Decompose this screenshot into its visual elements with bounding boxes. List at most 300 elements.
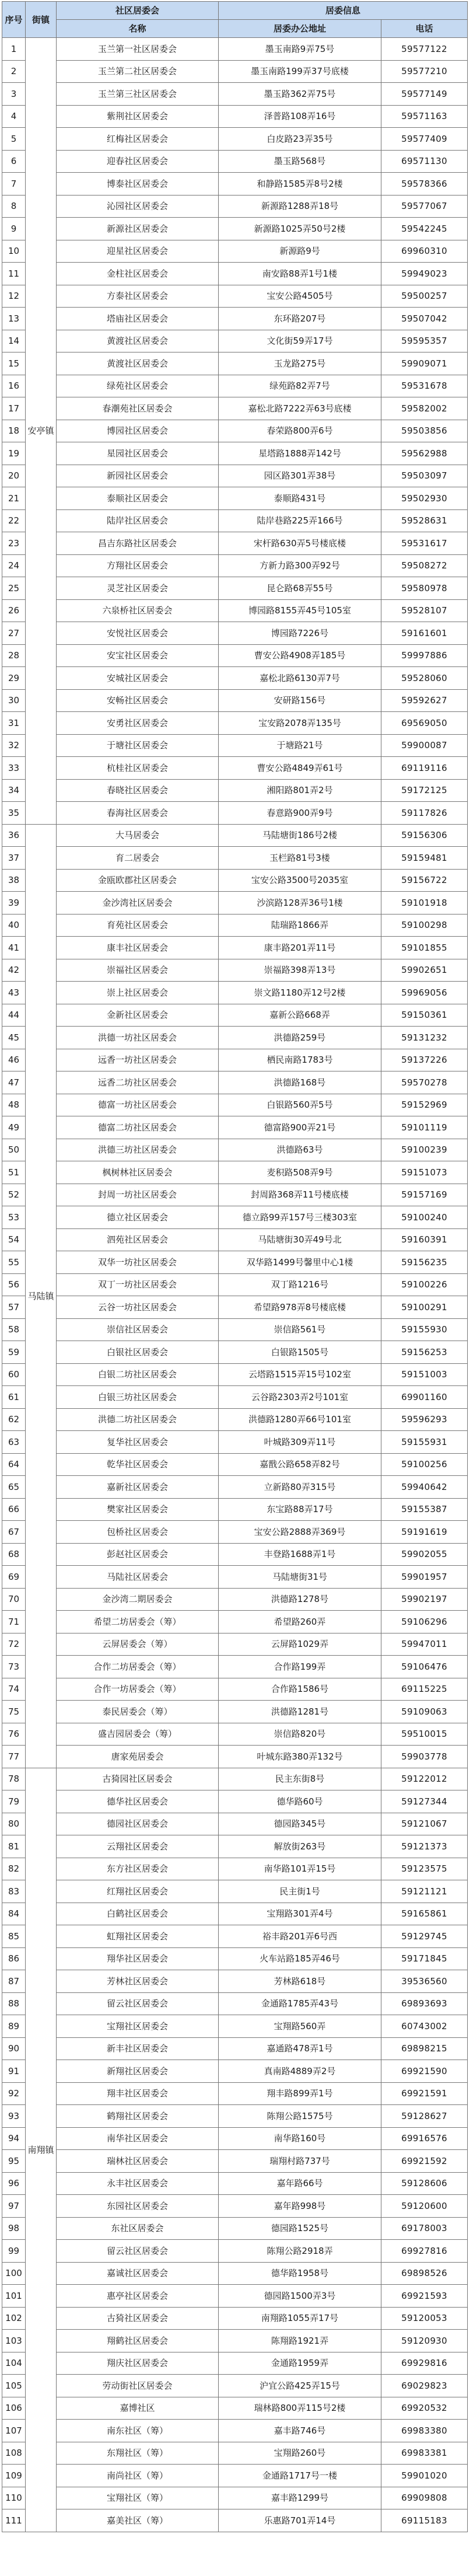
phone-number: 59120930 xyxy=(381,2330,468,2352)
row-index: 16 xyxy=(2,375,26,397)
committee-name: 迎星社区居委会 xyxy=(57,240,219,263)
committee-name: 永丰社区居委会 xyxy=(57,2172,219,2195)
office-address: 云屏路1029弄 xyxy=(219,1633,381,1656)
committee-name: 封周一坊社区居委会 xyxy=(57,1184,219,1206)
committee-name: 博园社区居委会 xyxy=(57,420,219,442)
row-index: 62 xyxy=(2,1408,26,1431)
table-row xyxy=(2,869,468,892)
committee-name: 唐家苑居委会 xyxy=(57,1746,219,1768)
phone-number: 59562988 xyxy=(381,442,468,465)
phone-number: 69920532 xyxy=(381,2397,468,2420)
table-row xyxy=(2,1656,468,1678)
table-row xyxy=(2,420,468,442)
committee-name: 安畅社区居委会 xyxy=(57,689,219,712)
committee-name: 白银二坊社区居委会 xyxy=(57,1363,219,1386)
committee-name: 红梅社区居委会 xyxy=(57,128,219,151)
table-row xyxy=(2,2037,468,2060)
row-index: 74 xyxy=(2,1678,26,1701)
row-index: 10 xyxy=(2,240,26,263)
committee-name: 杭桂社区居委会 xyxy=(57,757,219,780)
table-row xyxy=(2,2172,468,2195)
phone-number: 59582002 xyxy=(381,397,468,420)
office-address: 陈翔公路2918弄 xyxy=(219,2240,381,2263)
office-address: 芳林路618号 xyxy=(219,1970,381,1993)
phone-number: 59156722 xyxy=(381,869,468,892)
row-index: 1 xyxy=(2,38,26,61)
office-address: 洪德路63号 xyxy=(219,1139,381,1161)
office-address: 崇文路1180弄12号2楼 xyxy=(219,982,381,1004)
phone-number: 59909071 xyxy=(381,352,468,375)
table-row xyxy=(2,1790,468,1813)
phone-number: 59100298 xyxy=(381,914,468,937)
table-row xyxy=(2,105,468,128)
committee-name: 迎春社区居委会 xyxy=(57,150,219,173)
table-row xyxy=(2,734,468,757)
committee-name: 翔庆社区居委会 xyxy=(57,2352,219,2375)
office-address: 乐惠路701弄14号 xyxy=(219,2509,381,2532)
committee-name: 春海社区居委会 xyxy=(57,802,219,825)
table-row xyxy=(2,1049,468,1071)
row-index: 40 xyxy=(2,914,26,937)
office-address: 园区路301弄38号 xyxy=(219,465,381,487)
committee-name: 塔庙社区居委会 xyxy=(57,308,219,330)
phone-number: 59900087 xyxy=(381,734,468,757)
row-index: 103 xyxy=(2,2330,26,2352)
phone-number: 59947011 xyxy=(381,1633,468,1656)
committee-name: 玉兰第二社区居委会 xyxy=(57,60,219,83)
row-index: 38 xyxy=(2,869,26,892)
table-row xyxy=(2,1296,468,1319)
phone-number: 59528060 xyxy=(381,667,468,690)
office-address: 崇福路398弄13号 xyxy=(219,959,381,982)
office-address: 曹安公路4849弄61号 xyxy=(219,757,381,780)
committee-name: 德华社区居委会 xyxy=(57,1790,219,1813)
row-index: 63 xyxy=(2,1431,26,1454)
phone-number: 59577210 xyxy=(381,60,468,83)
office-address: 裕丰路201弄6号西 xyxy=(219,1925,381,1948)
phone-number: 59503856 xyxy=(381,420,468,442)
table-row xyxy=(2,802,468,825)
row-index: 41 xyxy=(2,937,26,959)
row-index: 7 xyxy=(2,173,26,196)
table-row xyxy=(2,2105,468,2128)
table-row xyxy=(2,397,468,420)
phone-number: 59121373 xyxy=(381,1835,468,1858)
office-address: 洪德路168号 xyxy=(219,1071,381,1094)
office-address: 洪德路1278号 xyxy=(219,1588,381,1611)
committee-name: 沁园社区居委会 xyxy=(57,195,219,218)
office-address: 崇信路820号 xyxy=(219,1723,381,1746)
table-row xyxy=(2,959,468,982)
office-address: 洪德路1281号 xyxy=(219,1701,381,1723)
table-row xyxy=(2,1408,468,1431)
table-row xyxy=(2,644,468,667)
phone-number: 59171845 xyxy=(381,1947,468,1970)
committee-name: 双丁一坊社区居委会 xyxy=(57,1273,219,1296)
table-row xyxy=(2,285,468,308)
committee-name: 泗苑社区居委会 xyxy=(57,1228,219,1251)
office-address: 曹安公路4908弄185号 xyxy=(219,644,381,667)
row-index: 43 xyxy=(2,982,26,1004)
office-address: 解放街263号 xyxy=(219,1835,381,1858)
header-index: 序号 xyxy=(2,2,26,38)
office-address: 文化街59弄17号 xyxy=(219,330,381,352)
phone-number: 69921591 xyxy=(381,2082,468,2105)
phone-number: 39536560 xyxy=(381,1970,468,1993)
office-address: 泰顺路431号 xyxy=(219,487,381,510)
row-index: 25 xyxy=(2,577,26,600)
row-index: 104 xyxy=(2,2352,26,2375)
office-address: 嘉松北路6130弄7号 xyxy=(219,667,381,690)
row-index: 78 xyxy=(2,1768,26,1790)
table-row xyxy=(2,330,468,352)
phone-number: 59969056 xyxy=(381,982,468,1004)
phone-number: 59571163 xyxy=(381,105,468,128)
row-index: 90 xyxy=(2,2037,26,2060)
table-row xyxy=(2,2442,468,2465)
row-index: 46 xyxy=(2,1049,26,1071)
row-index: 82 xyxy=(2,1858,26,1880)
committee-name: 云谷一坊社区居委会 xyxy=(57,1296,219,1319)
office-address: 双华路1499号馨里中心1楼 xyxy=(219,1251,381,1274)
phone-number: 59155930 xyxy=(381,1318,468,1341)
phone-number: 59106476 xyxy=(381,1656,468,1678)
committee-name: 方泰社区居委会 xyxy=(57,285,219,308)
phone-number: 59100239 xyxy=(381,1139,468,1161)
phone-number: 59109063 xyxy=(381,1701,468,1723)
committee-name: 洪德三坊社区居委会 xyxy=(57,1139,219,1161)
committee-name: 瑞林社区居委会 xyxy=(57,2150,219,2173)
street-name: 马陆镇 xyxy=(26,824,57,1768)
phone-number: 69929816 xyxy=(381,2352,468,2375)
office-address: 瑞林路800弄115号2楼 xyxy=(219,2397,381,2420)
table-row xyxy=(2,2127,468,2150)
office-address: 云塔路1515弄15号102室 xyxy=(219,1363,381,1386)
office-address: 栖民南路1783号 xyxy=(219,1049,381,1071)
committee-name: 于塘社区居委会 xyxy=(57,734,219,757)
committee-name: 安悦社区居委会 xyxy=(57,622,219,645)
table-row xyxy=(2,532,468,555)
office-address: 新源路1288弄18号 xyxy=(219,195,381,218)
row-index: 55 xyxy=(2,1251,26,1274)
table-row xyxy=(2,263,468,285)
table-row xyxy=(2,1746,468,1768)
table-row xyxy=(2,1723,468,1746)
table-row xyxy=(2,554,468,577)
phone-number: 69178003 xyxy=(381,2217,468,2240)
committee-name: 翔华社区居委会 xyxy=(57,1947,219,1970)
table-row xyxy=(2,1970,468,1993)
office-address: 云谷路2303弄2号101室 xyxy=(219,1386,381,1409)
committee-name: 翔鹤社区居委会 xyxy=(57,2330,219,2352)
row-index: 89 xyxy=(2,2015,26,2038)
phone-number: 59507042 xyxy=(381,308,468,330)
phone-number: 59122012 xyxy=(381,1768,468,1790)
office-address: 白银路560弄5号 xyxy=(219,1094,381,1116)
committee-name: 东园社区居委会 xyxy=(57,2195,219,2218)
table-row xyxy=(2,218,468,240)
table-row xyxy=(2,487,468,510)
phone-number: 59901957 xyxy=(381,1566,468,1589)
committee-name: 崇信社区居委会 xyxy=(57,1318,219,1341)
table-row xyxy=(2,1521,468,1544)
office-address: 洪德路259号 xyxy=(219,1027,381,1049)
row-index: 42 xyxy=(2,959,26,982)
row-index: 111 xyxy=(2,2509,26,2532)
phone-number: 59100226 xyxy=(381,1273,468,1296)
committee-name: 包桥社区居委会 xyxy=(57,1521,219,1544)
office-address: 陈翔公路1575号 xyxy=(219,2105,381,2128)
committee-name: 德立社区居委会 xyxy=(57,1206,219,1229)
office-address: 墨玉路568号 xyxy=(219,150,381,173)
phone-number: 59531678 xyxy=(381,375,468,397)
row-index: 69 xyxy=(2,1566,26,1589)
office-address: 马陆塘街30弄49号北 xyxy=(219,1228,381,1251)
office-address: 白皮路23弄35号 xyxy=(219,128,381,151)
phone-number: 59580978 xyxy=(381,577,468,600)
table-row xyxy=(2,2509,468,2532)
row-index: 59 xyxy=(2,1341,26,1364)
committee-name: 黄渡社区居委会 xyxy=(57,330,219,352)
table-row xyxy=(2,195,468,218)
phone-number: 59157169 xyxy=(381,1184,468,1206)
committee-name: 南东社区（筹） xyxy=(57,2420,219,2442)
committee-name: 翔丰社区居委会 xyxy=(57,2082,219,2105)
phone-number: 69927816 xyxy=(381,2240,468,2263)
row-index: 96 xyxy=(2,2172,26,2195)
committee-name: 金沙湾二期居委会 xyxy=(57,1588,219,1611)
office-address: 宝安公路2888弄369号 xyxy=(219,1521,381,1544)
committee-name: 金新社区居委会 xyxy=(57,1004,219,1027)
table-row xyxy=(2,824,468,847)
table-row xyxy=(2,2397,468,2420)
table-row xyxy=(2,2217,468,2240)
phone-number: 59101119 xyxy=(381,1116,468,1139)
phone-number: 59155931 xyxy=(381,1431,468,1454)
committee-name: 金柱社区居委会 xyxy=(57,263,219,285)
committee-name: 复华社区居委会 xyxy=(57,1431,219,1454)
header-address: 居委办公地址 xyxy=(219,20,381,38)
table-row xyxy=(2,1341,468,1364)
committee-name: 东翔社区（筹） xyxy=(57,2442,219,2465)
row-index: 35 xyxy=(2,802,26,825)
row-index: 95 xyxy=(2,2150,26,2173)
committee-name: 芳林社区居委会 xyxy=(57,1970,219,1993)
office-address: 真南路4889弄2号 xyxy=(219,2060,381,2083)
committee-name: 白银三坊社区居委会 xyxy=(57,1386,219,1409)
row-index: 57 xyxy=(2,1296,26,1319)
table-row xyxy=(2,1701,468,1723)
table-row xyxy=(2,1903,468,1925)
row-index: 26 xyxy=(2,599,26,622)
phone-number: 59159481 xyxy=(381,847,468,870)
phone-number: 69916576 xyxy=(381,2127,468,2150)
row-index: 23 xyxy=(2,532,26,555)
committee-name: 紫荆社区居委会 xyxy=(57,105,219,128)
office-address: 南安路88弄1号1楼 xyxy=(219,263,381,285)
row-index: 102 xyxy=(2,2307,26,2330)
office-address: 合作路199弄 xyxy=(219,1656,381,1678)
row-index: 44 xyxy=(2,1004,26,1027)
office-address: 火车站路185弄46号 xyxy=(219,1947,381,1970)
committee-name: 惠亭社区居委会 xyxy=(57,2285,219,2308)
row-index: 65 xyxy=(2,1476,26,1499)
street-name: 南翔镇 xyxy=(26,1768,57,2532)
table-row xyxy=(2,2060,468,2083)
phone-number: 59902055 xyxy=(381,1543,468,1566)
committee-name: 灵芝社区居委会 xyxy=(57,577,219,600)
office-address: 嘉戬公路658弄82号 xyxy=(219,1453,381,1476)
table-row xyxy=(2,1588,468,1611)
committee-name: 嘉博社区 xyxy=(57,2397,219,2420)
row-index: 19 xyxy=(2,442,26,465)
table-row xyxy=(2,599,468,622)
row-index: 21 xyxy=(2,487,26,510)
phone-number: 59128606 xyxy=(381,2172,468,2195)
office-address: 宝安公路4505号 xyxy=(219,285,381,308)
table-row xyxy=(2,622,468,645)
row-index: 93 xyxy=(2,2105,26,2128)
office-address: 宝翔路301弄4号 xyxy=(219,1903,381,1925)
office-address: 于塘路21号 xyxy=(219,734,381,757)
committee-name: 新丰社区居委会 xyxy=(57,2037,219,2060)
table-row xyxy=(2,509,468,532)
phone-number: 59100256 xyxy=(381,1453,468,1476)
office-address: 星塔路1888弄142号 xyxy=(219,442,381,465)
office-address: 墨玉路362弄75号 xyxy=(219,83,381,106)
table-row xyxy=(2,1566,468,1589)
committee-name: 劳动街社区居委会 xyxy=(57,2375,219,2397)
table-row xyxy=(2,1161,468,1184)
row-index: 39 xyxy=(2,892,26,914)
row-index: 33 xyxy=(2,757,26,780)
phone-number: 59156306 xyxy=(381,824,468,847)
office-address: 博园路8155弄45号105室 xyxy=(219,599,381,622)
table-row xyxy=(2,1027,468,1049)
table-row xyxy=(2,1273,468,1296)
committee-name: 洪德二坊社区居委会 xyxy=(57,1408,219,1431)
row-index: 97 xyxy=(2,2195,26,2218)
row-index: 36 xyxy=(2,824,26,847)
table-row xyxy=(2,2082,468,2105)
phone-number: 59151073 xyxy=(381,1161,468,1184)
row-index: 64 xyxy=(2,1453,26,1476)
committee-name: 新翔社区居委会 xyxy=(57,2060,219,2083)
office-address: 金通路1785弄43号 xyxy=(219,1992,381,2015)
row-index: 88 xyxy=(2,1992,26,2015)
committee-name: 博泰社区居委会 xyxy=(57,173,219,196)
row-index: 18 xyxy=(2,420,26,442)
office-address: 德园路1525号 xyxy=(219,2217,381,2240)
phone-number: 59129745 xyxy=(381,1925,468,1948)
phone-number: 59508272 xyxy=(381,554,468,577)
office-address: 陆瑞路1866弄 xyxy=(219,914,381,937)
row-index: 53 xyxy=(2,1206,26,1229)
phone-number: 59528631 xyxy=(381,509,468,532)
table-row xyxy=(2,779,468,802)
office-address: 东环路207号 xyxy=(219,308,381,330)
phone-number: 59903778 xyxy=(381,1746,468,1768)
phone-number: 59902651 xyxy=(381,959,468,982)
office-address: 金通路1959弄 xyxy=(219,2352,381,2375)
phone-number: 59101918 xyxy=(381,892,468,914)
table-row xyxy=(2,757,468,780)
row-index: 92 xyxy=(2,2082,26,2105)
committee-name: 合作一坊居委会（筹） xyxy=(57,1678,219,1701)
phone-number: 59128627 xyxy=(381,2105,468,2128)
phone-number: 69960310 xyxy=(381,240,468,263)
office-address: 宝翔路260号 xyxy=(219,2442,381,2465)
header-phone: 电话 xyxy=(381,20,468,38)
row-index: 68 xyxy=(2,1543,26,1566)
row-index: 52 xyxy=(2,1184,26,1206)
office-address: 宝安公路3500号2035室 xyxy=(219,869,381,892)
table-row xyxy=(2,2195,468,2218)
phone-number: 69983380 xyxy=(381,2420,468,2442)
row-index: 56 xyxy=(2,1273,26,1296)
table-row xyxy=(2,2307,468,2330)
phone-number: 59120053 xyxy=(381,2307,468,2330)
table-row xyxy=(2,712,468,735)
row-index: 20 xyxy=(2,465,26,487)
office-address: 南华路101弄15号 xyxy=(219,1858,381,1880)
row-index: 29 xyxy=(2,667,26,690)
committee-name: 远香二坊社区居委会 xyxy=(57,1071,219,1094)
committee-name: 东方社区居委会 xyxy=(57,1858,219,1880)
committee-name: 泰民居委会（筹） xyxy=(57,1701,219,1723)
phone-number: 59123575 xyxy=(381,1858,468,1880)
committee-name: 古猗社区居委会 xyxy=(57,2307,219,2330)
phone-number: 69893693 xyxy=(381,1992,468,2015)
office-address: 东宝路88弄17号 xyxy=(219,1498,381,1521)
table-row xyxy=(2,1431,468,1454)
phone-number: 59155387 xyxy=(381,1498,468,1521)
phone-number: 69921593 xyxy=(381,2285,468,2308)
row-index: 58 xyxy=(2,1318,26,1341)
committee-name: 德富一坊社区居委会 xyxy=(57,1094,219,1116)
phone-number: 59577149 xyxy=(381,83,468,106)
phone-number: 59137226 xyxy=(381,1049,468,1071)
row-index: 105 xyxy=(2,2375,26,2397)
phone-number: 59902197 xyxy=(381,1588,468,1611)
row-index: 15 xyxy=(2,352,26,375)
office-address: 墨玉南路199弄37号底楼 xyxy=(219,60,381,83)
office-address: 翔丰路899弄1号 xyxy=(219,2082,381,2105)
office-address: 春荣路800弄6号 xyxy=(219,420,381,442)
row-index: 32 xyxy=(2,734,26,757)
table-row xyxy=(2,1184,468,1206)
office-address: 德园路345号 xyxy=(219,1813,381,1835)
phone-number: 69569050 xyxy=(381,712,468,735)
table-row xyxy=(2,1498,468,1521)
phone-number: 69571130 xyxy=(381,150,468,173)
committee-name: 留云社区居委会 xyxy=(57,2240,219,2263)
committee-name: 新园社区居委会 xyxy=(57,465,219,487)
row-index: 70 xyxy=(2,1588,26,1611)
row-index: 71 xyxy=(2,1611,26,1633)
committee-name: 彭赵社区居委会 xyxy=(57,1543,219,1566)
table-row xyxy=(2,2330,468,2352)
table-row xyxy=(2,1678,468,1701)
row-index: 22 xyxy=(2,509,26,532)
committee-name: 星园社区居委会 xyxy=(57,442,219,465)
row-index: 51 xyxy=(2,1161,26,1184)
row-index: 98 xyxy=(2,2217,26,2240)
committee-name: 育苑社区居委会 xyxy=(57,914,219,937)
row-index: 100 xyxy=(2,2262,26,2285)
office-address: 金通路1717号一楼 xyxy=(219,2465,381,2487)
committee-name: 安勇社区居委会 xyxy=(57,712,219,735)
